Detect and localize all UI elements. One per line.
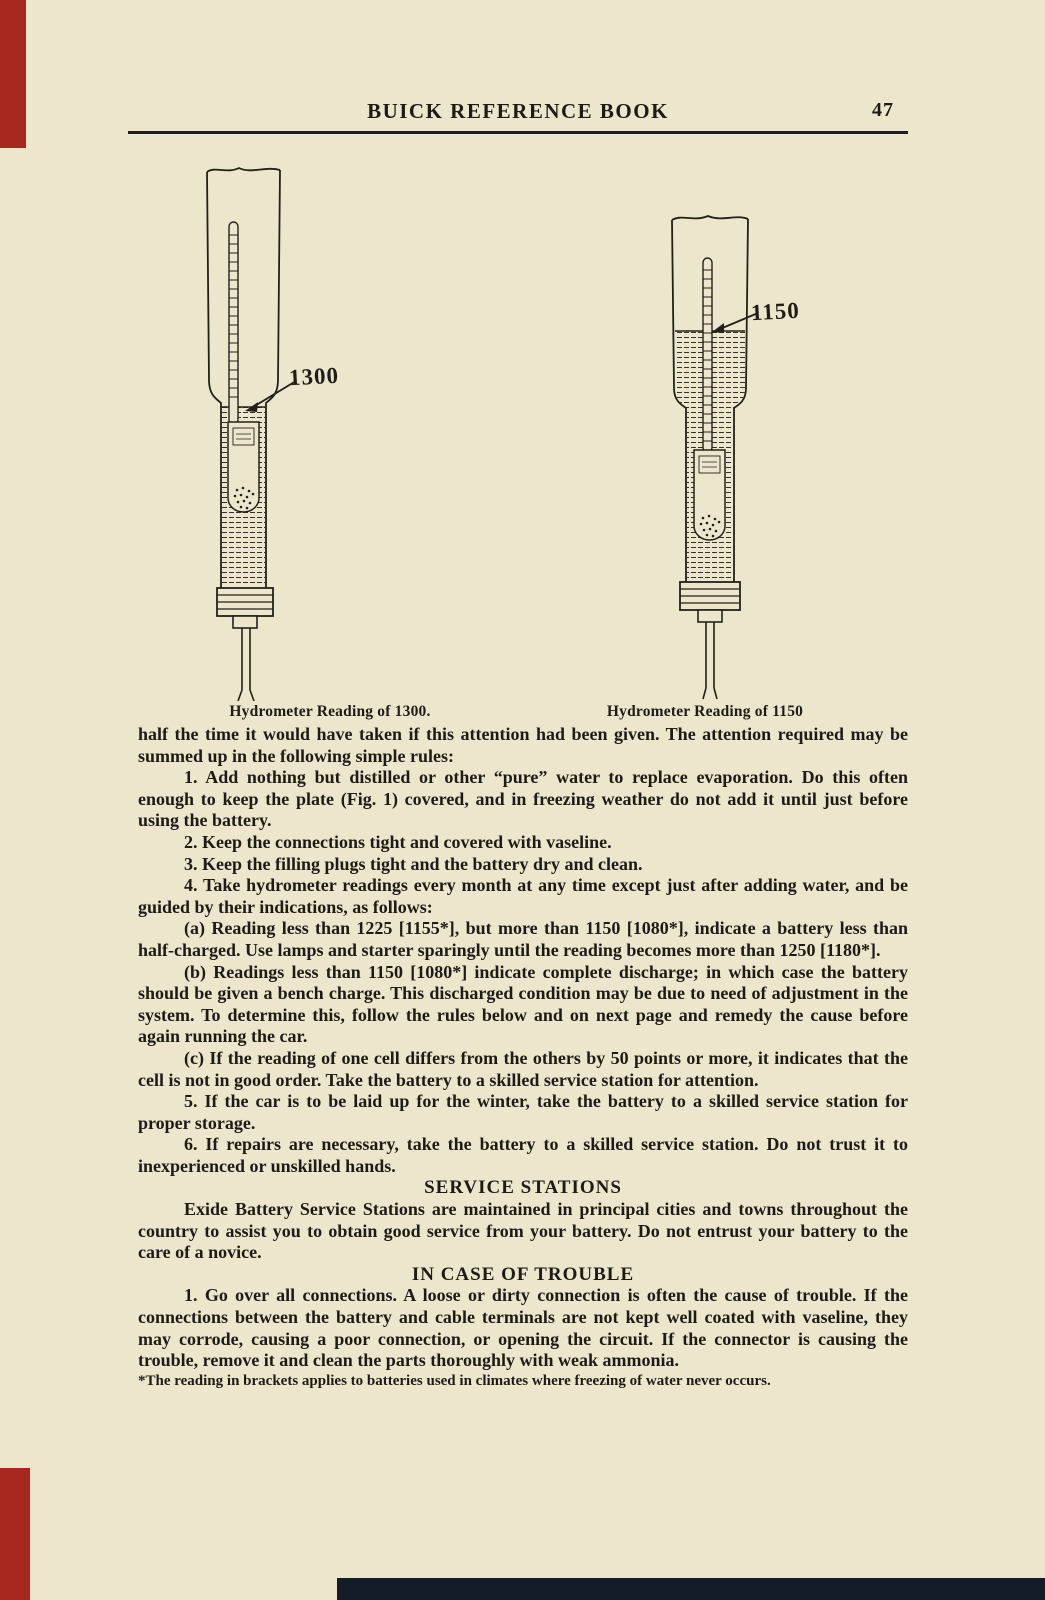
reading-label-1300: 1300	[288, 362, 340, 391]
paragraph-continuation: half the time it would have taken if this attention had been given. The attention required may be summed up in the following simple rules:	[138, 724, 908, 766]
rule-4c: (c) If the reading of one cell differs from the others by 50 points or more, it indicates that the cell is not in good order. Take the battery to a skilled service station for attention.	[138, 1047, 908, 1090]
scan-edge-dark-bottom	[337, 1578, 1045, 1600]
scan-edge-red-bottom	[0, 1468, 30, 1600]
service-stations-paragraph: Exide Battery Service Stations are maintained in principal cities and towns throughout the country to assist you to obtain good service from your battery. Do not entrust your battery to the care of a novice.	[138, 1199, 908, 1263]
reading-label-1150: 1150	[750, 297, 801, 326]
footnote: *The reading in brackets applies to batteries used in climates where freezing of water never occurs.	[138, 1372, 771, 1389]
scan-edge-red-top	[0, 0, 26, 148]
hydrometer-drawing-right	[650, 210, 810, 705]
heading-in-case-of-trouble: IN CASE OF TROUBLE	[411, 1263, 635, 1285]
rule-4b: (b) Readings less than 1150 [1080*] indicate complete discharge; in which case the battery should be given a bench charge. This discharged condition may be due to need of adjustment in the system. To determine this, follow the rules below and on next page and remedy the cause before again running the car.	[138, 961, 908, 1047]
page-header	[128, 97, 908, 134]
rule-3: 3. Keep the filling plugs tight and the battery dry and clean.	[184, 853, 643, 874]
rule-6: 6. If repairs are necessary, take the battery to a skilled service station. Do not trust it to inexperienced or unskilled hands.	[138, 1134, 908, 1176]
body-text	[138, 724, 908, 1391]
page-number: 47	[872, 99, 894, 121]
in-case-of-trouble-paragraph: 1. Go over all connections. A loose or dirty connection is often the cause of trouble. If the connections between the battery and cable terminals are not kept well coated with vaseline, they may corrode, causing a poor connection, or opening the circuit. If the connector is causing the trouble, remove it and clean the parts thoroughly with weak ammonia.	[138, 1285, 908, 1371]
heading-service-stations: SERVICE STATIONS	[424, 1177, 622, 1199]
rule-1: 1. Add nothing but distilled or other “pure” water to replace evaporation. Do this often enough to keep the plate (Fig. 1) covered, and in freezing weather do not add it until just before using the battery.	[138, 767, 908, 831]
rule-5: 5. If the car is to be laid up for the winter, take the battery to a skilled service station for proper storage.	[138, 1091, 908, 1133]
book-title: BUICK REFERENCE BOOK	[367, 99, 669, 123]
rule-2: 2. Keep the connections tight and covered with vaseline.	[184, 831, 612, 852]
figure-caption-left: Hydrometer Reading of 1300.	[229, 703, 431, 720]
figure-caption-right: Hydrometer Reading of 1150	[606, 703, 804, 720]
rule-4a: (a) Reading less than 1225 [1155*], but more than 1150 [1080*], indicate a battery less than half-charged. Use lamps and starter sparingly until the reading becomes more than 1250 [1180*].	[138, 918, 908, 960]
rule-4: 4. Take hydrometer readings every month at any time except just after adding water, and be guided by their indications, as follows:	[138, 875, 908, 917]
hydrometer-drawing-left	[195, 160, 345, 705]
hydrometer-figure-right	[650, 210, 810, 705]
hydrometer-figure-left	[195, 160, 345, 705]
